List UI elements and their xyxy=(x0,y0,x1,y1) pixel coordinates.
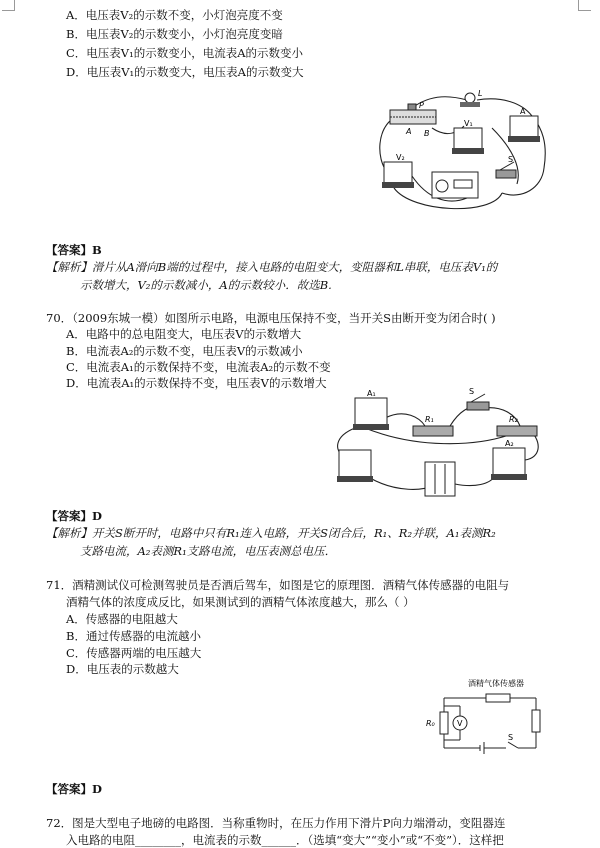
q69-answer: 【答案】B xyxy=(46,243,102,257)
label-A-meter: A xyxy=(520,107,526,116)
q70-option-a: A．电路中的总电阻变大，电压表V的示数增大 xyxy=(66,327,302,341)
q69-option-b: B．电压表V₂的示数变小，小灯泡亮度变暗 xyxy=(66,27,283,41)
label-A-point: A xyxy=(406,127,412,136)
q70-analysis-line-1: 【解析】开关S断开时，电路中只有R₁连入电路，开关S闭合后，R₁、R₂并联，A₁表测R₂ xyxy=(46,526,496,540)
label-R0: R₀ xyxy=(426,719,435,728)
q69-option-d: D．电压表V₁的示数变大，电压表A的示数变大 xyxy=(66,65,304,79)
q69-option-a: A．电压表V₂的示数不变，小灯泡亮度不变 xyxy=(66,8,283,22)
label-alcohol-sensor: 酒精气体传感器 xyxy=(468,679,524,688)
q72-stem-line-1: 72．图是大型电子地磅的电路图．当称重物时，在压力作用下滑片P向力端滑动，变阻器连 xyxy=(46,816,506,830)
label-S-71: S xyxy=(508,733,514,742)
q71-answer: 【答案】D xyxy=(46,782,102,796)
label-R1: R₁ xyxy=(425,415,434,424)
q71-option-d: D．电压表的示数越大 xyxy=(66,662,179,676)
q71-option-b: B．通过传感器的电流越小 xyxy=(66,629,201,643)
q72-stem-line-2: 入电路的电阻________，电流表的示数______．（选填“变大”“变小”或“不变”）．这样把 xyxy=(66,833,504,847)
q70-stem: 70．（2009东城一模）如图所示电路，电源电压保持不变，当开关S由断开变为闭合时( ) xyxy=(46,311,496,325)
label-A2: A₂ xyxy=(505,439,514,448)
q71-option-a: A．传感器的电阻越大 xyxy=(66,612,178,626)
label-A1: A₁ xyxy=(367,389,376,398)
q71-circuit-schematic xyxy=(420,676,550,758)
q71-option-c: C．传感器两端的电压越大 xyxy=(66,646,202,660)
q70-answer: 【答案】D xyxy=(46,509,102,523)
q71-stem-line-2: 酒精气体的浓度成反比，如果测试到的酒精气体浓度越大，那么（ ） xyxy=(66,595,415,609)
q69-analysis-line-1: 【解析】滑片从A滑向B端的过程中，接入电路的电阻变大，变阻器和L串联，电压表V₁的 xyxy=(46,260,498,274)
label-V2: V₂ xyxy=(396,153,405,162)
label-L: L xyxy=(478,89,483,98)
q70-option-d: D．电流表A₁的示数保持不变，电压表V的示数增大 xyxy=(66,376,327,390)
label-B-point: B xyxy=(424,129,430,138)
q71-stem-line-1: 71．酒精测试仪可检测驾驶员是否酒后驾车，如图是它的原理图．酒精气体传感器的电阻与 xyxy=(46,578,510,592)
label-R2: R₂ xyxy=(509,415,518,424)
q70-option-c: C．电流表A₁的示数保持不变，电流表A₂的示数不变 xyxy=(66,360,331,374)
page-corner-mark-right xyxy=(578,0,591,11)
q69-circuit-diagram xyxy=(372,88,552,216)
q70-option-b: B．电流表A₂的示数不变，电压表V的示数减小 xyxy=(66,344,303,358)
label-V1: V₁ xyxy=(464,119,473,128)
label-P: P xyxy=(419,101,424,110)
label-V: V xyxy=(457,719,463,728)
q70-analysis-line-2: 支路电流，A₂表测R₁支路电流，电压表测总电压． xyxy=(80,544,337,558)
label-S-70: S xyxy=(469,388,475,396)
q69-option-c: C．电压表V₁的示数变小，电流表A的示数变小 xyxy=(66,46,304,60)
page-corner-mark-left xyxy=(2,0,15,11)
label-S: S xyxy=(508,155,514,164)
q69-analysis-line-2: 示数增大，V₂的示数减小，A的示数较小．故选B. xyxy=(80,278,332,292)
q70-circuit-diagram xyxy=(325,388,547,498)
